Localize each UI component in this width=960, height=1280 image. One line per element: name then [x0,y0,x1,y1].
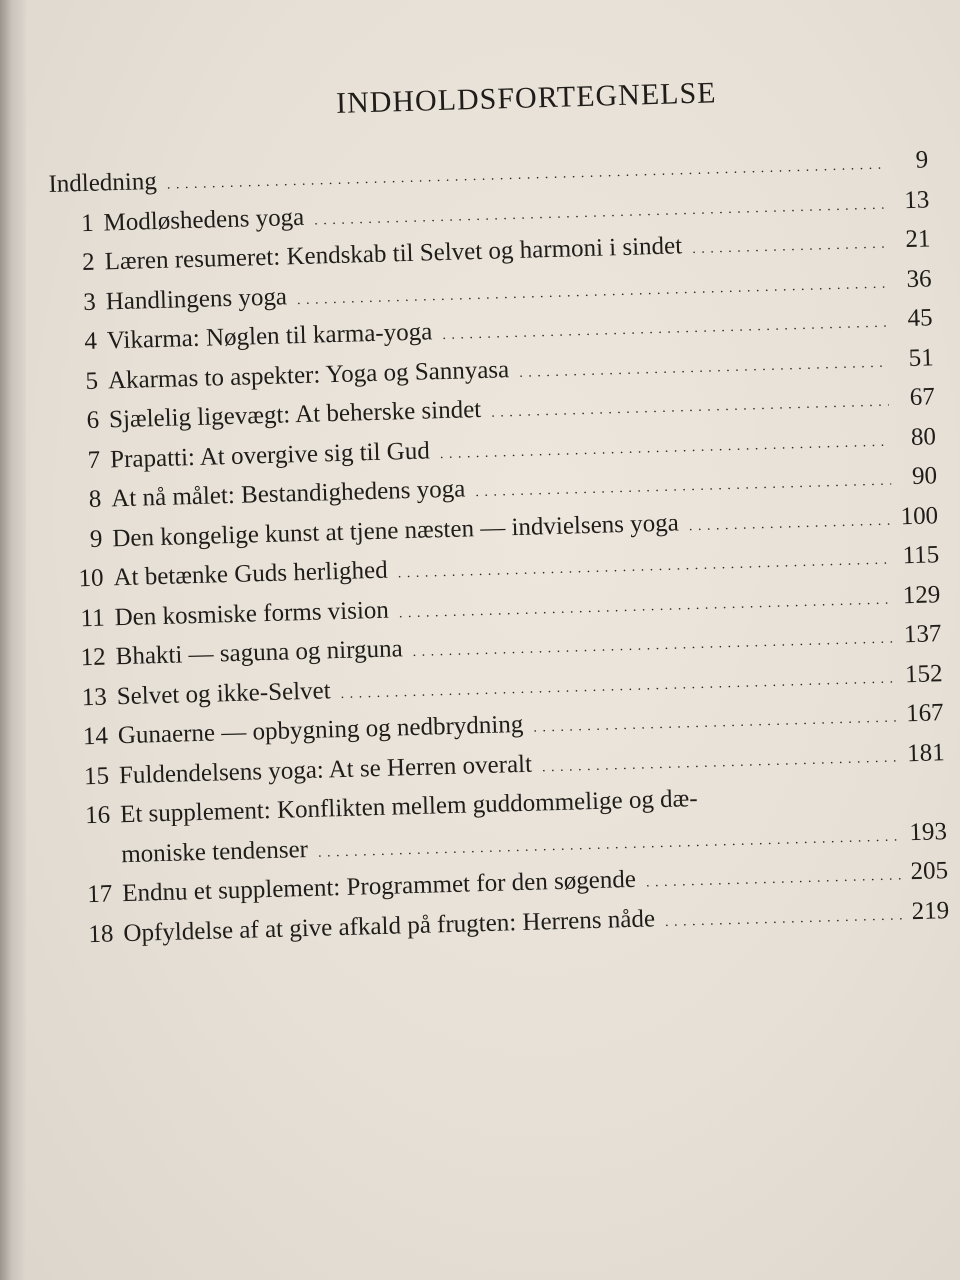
toc-entry-title: Gunaerne — opbygning og nedbrydning [117,710,524,750]
toc-entry-number: 6 [86,406,100,434]
toc-entry-number: 8 [88,485,102,513]
toc-entry-page: 9 [915,146,929,174]
toc-entry-title: Bhakti — saguna og nirguna [115,635,403,671]
toc-entry-page: 137 [903,620,942,649]
toc-entry-page: 100 [900,501,939,530]
toc-dot-leader [646,858,903,893]
toc-entry-page: 219 [911,896,950,925]
toc-entry-number: 18 [88,919,114,948]
toc-dot-leader [166,148,882,196]
toc-entry-number: 10 [78,564,104,593]
toc-entry-page: 45 [907,304,933,333]
toc-entry-page: 80 [910,422,937,451]
toc-entry-page: 152 [904,659,943,688]
toc-title: INDHOLDSFORTEGNELSE [335,76,717,120]
toc-entry-title: Prapatti: At overgive sig til Gud [109,436,431,473]
toc-entry-label: Indledning [48,167,158,198]
toc-entry-number: 9 [89,525,103,553]
toc-entry-page: 51 [908,343,935,372]
toc-entry-number: 1 [80,209,94,237]
toc-entry-number: 17 [86,880,113,909]
toc-entry-number: 16 [84,801,111,830]
toc-entry-number: 3 [82,288,97,316]
toc-entry-number: 15 [83,762,110,790]
toc-entry-title: At nå målet: Bestandighedens yoga [110,475,466,513]
toc-entry-page: 13 [903,185,930,214]
toc-entry-number: 12 [80,643,107,672]
toc-entry-title: Vikarma: Nøglen til karma-yoga [106,318,433,355]
toc-dot-leader [692,227,885,260]
toc-list [48,146,950,960]
toc-entry-title: Læren resumeret: Kendskab til Selvet og harmoni i sindet [104,232,683,276]
toc-entry-title: Den kosmiske forms vision [114,596,390,631]
toc-entry-number: 7 [87,446,101,474]
toc-entry-title: Akarmas to aspekter: Yoga og Sannyasa [107,355,510,394]
toc-entry-number: 4 [84,327,98,356]
toc-entry-number: 14 [82,722,109,751]
toc-entry-title: Handlingens yoga [105,282,288,315]
toc-entry-number: 13 [81,683,108,711]
toc-entry-page: 21 [904,225,931,254]
toc-entry-page: 193 [909,817,948,846]
toc-entry-title-continuation: moniske tendenser [120,835,309,868]
toc-entry-number: 11 [80,604,105,632]
toc-entry-number: 2 [81,248,96,277]
toc-entry-title: Den kongelige kunst at tjene næsten — indvielsens yoga [112,509,680,552]
toc-entry-title: Sjælelig ligevægt: At beherske sindet [108,395,482,434]
toc-dot-leader [688,503,892,537]
toc-entry-page: 129 [902,580,941,609]
toc-entry-title: Et supplement: Konflikten mellem guddommelige og dæ- [119,785,698,829]
toc-entry-page: 36 [906,264,932,293]
toc-entry-title: Fuldendelsens yoga: At se Herren overalt [118,750,533,789]
toc-entry-title: Selvet og ikke-Selvet [116,676,331,710]
book-page [26,0,960,1280]
toc-entry-page: 205 [910,857,949,886]
toc-entry-title: Opfyldelse af at give afkald på frugten: Herrens nåde [123,904,656,947]
book-binding-edge [0,0,26,1280]
toc-entry-page: 167 [905,699,944,728]
table-of-contents [46,70,950,960]
toc-entry-number: 5 [85,367,99,395]
toc-entry-title: At betænke Guds herlighed [113,556,389,592]
toc-entry-page: 67 [909,383,936,411]
toc-entry-page: 90 [911,462,938,490]
toc-entry-page: 181 [906,738,946,767]
toc-entry-title: Modløshedens yoga [103,203,305,236]
toc-dot-leader [665,898,904,933]
toc-entry-page: 115 [902,541,940,570]
toc-entry-title: Endnu et supplement: Programmet for den søgende [121,865,637,908]
